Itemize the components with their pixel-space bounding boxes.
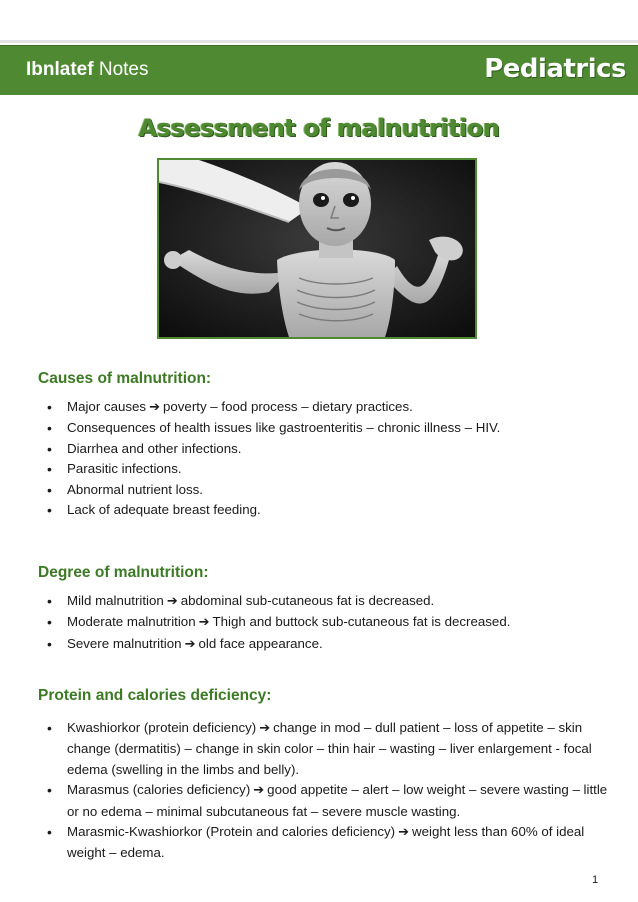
item-text: old face appearance. — [198, 635, 323, 651]
section-causes — [38, 369, 500, 520]
subject-title: Pediatrics — [484, 54, 626, 84]
list-item — [38, 439, 500, 459]
list-item — [38, 500, 500, 520]
arrow-right-icon: ➔ — [198, 615, 210, 631]
brand-name: Ibnlatef — [26, 59, 94, 80]
item-text: poverty – food process – dietary practices. — [162, 399, 413, 414]
item-text: abdominal sub-cutaneous fat is decreased. — [180, 593, 435, 608]
item-lead: Moderate malnutrition — [67, 614, 196, 630]
section-heading: Degree of malnutrition: — [38, 564, 209, 581]
bullet-list — [38, 397, 500, 520]
brand-suffix: Notes — [98, 59, 149, 80]
page-number: 1 — [592, 874, 599, 886]
item-lead: Kwashiorkor (protein deficiency) — [67, 720, 257, 735]
item-text: weight less than 60% of ideal weight – edema. — [67, 824, 585, 861]
list-item — [38, 418, 500, 438]
list-item — [38, 459, 500, 479]
list-item — [38, 591, 510, 612]
header-band — [0, 45, 638, 95]
item-text: change in mod – dull patient – loss of appetite – skin change (dermatitis) – change in skin color – thin hair – wasting – liver enlargement - focal edema (swelling in the limbs and belly). — [67, 720, 592, 777]
arrow-right-icon: ➔ — [166, 594, 178, 609]
section-degree — [38, 563, 510, 655]
top-rule — [0, 40, 638, 43]
item-lead: Mild malnutrition — [67, 593, 164, 608]
malnourished-child-photo — [157, 158, 477, 339]
arrow-right-icon: ➔ — [184, 636, 196, 652]
list-item — [38, 780, 608, 822]
section-protein-calories — [38, 686, 608, 864]
item-lead: Marasmus (calories deficiency) — [67, 782, 251, 798]
page-title: Assessment of malnutrition — [138, 114, 500, 142]
arrow-right-icon: ➔ — [259, 721, 271, 736]
item-lead: Major causes — [67, 399, 147, 414]
item-lead: Marasmic-Kwashiorkor (Protein and calories deficiency) — [67, 824, 396, 840]
list-item — [38, 718, 608, 780]
item-text: Thigh and buttock sub-cutaneous fat is decreased. — [212, 614, 511, 630]
brand — [26, 58, 148, 82]
item-text: Consequences of health issues like gastroenteritis – chronic illness – HIV. — [67, 420, 501, 436]
bullet-list — [38, 591, 510, 655]
arrow-right-icon: ➔ — [253, 783, 265, 799]
section-heading: Protein and calories deficiency: — [38, 687, 272, 704]
arrow-right-icon: ➔ — [398, 825, 410, 841]
item-text: Diarrhea and other infections. — [67, 440, 242, 456]
bullet-list — [38, 718, 608, 864]
item-text: Abnormal nutrient loss. — [67, 481, 203, 497]
list-item — [38, 612, 510, 633]
list-item — [38, 634, 510, 655]
list-item — [38, 397, 500, 418]
section-heading: Causes of malnutrition: — [38, 370, 212, 387]
item-text: Lack of adequate breast feeding. — [67, 502, 261, 518]
item-lead: Severe malnutrition — [67, 635, 182, 651]
item-text: good appetite – alert – low weight – severe wasting – little or no edema – minimal subcutaneous fat – severe muscle wasting. — [67, 782, 608, 819]
list-item — [38, 480, 500, 500]
arrow-right-icon: ➔ — [149, 400, 160, 415]
item-text: Parasitic infections. — [67, 461, 182, 477]
list-item — [38, 822, 608, 864]
